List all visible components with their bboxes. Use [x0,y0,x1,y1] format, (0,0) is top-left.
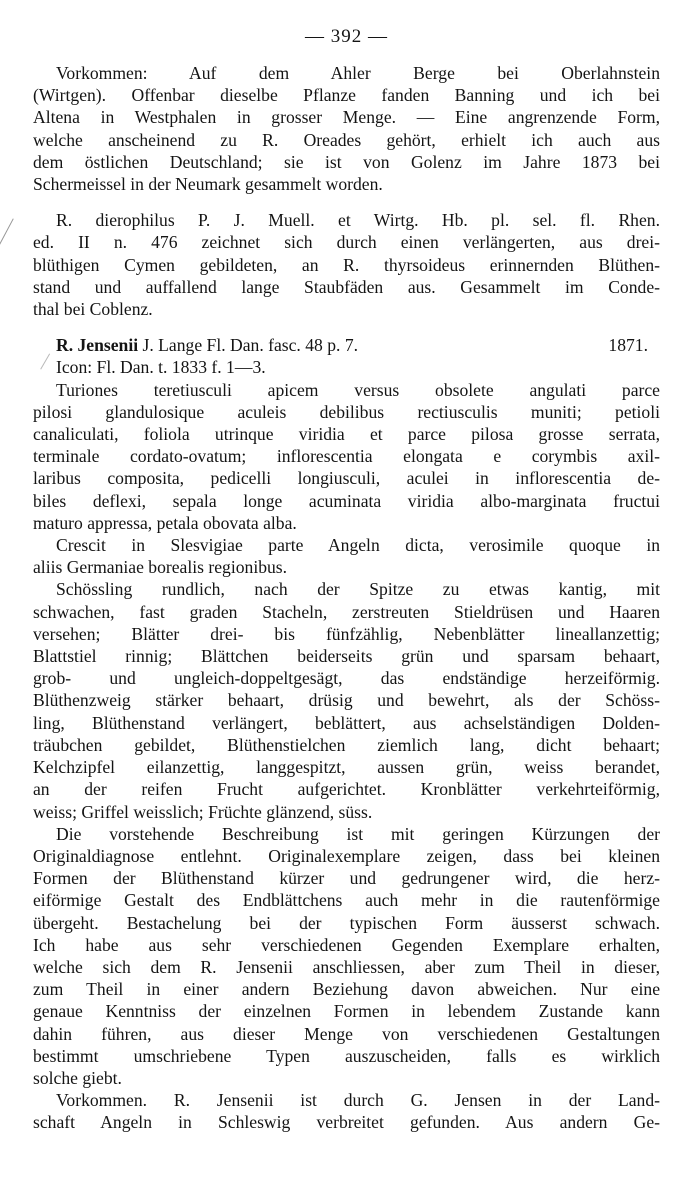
species-heading-left [56,334,358,356]
text-line: Vorkommen: Auf dem Ahler Berge bei Oberlahnstein [56,63,660,83]
text-line: Schössling rundlich, nach der Spitze zu etwas kantig, mit [56,579,660,600]
text-line: dem östlichen Deutschland; sie ist von Golenz im Jahre 1873 bei [33,151,660,172]
text-line: genaue Kenntniss der einzelnen Formen in lebendem Zustande kann [33,1001,660,1022]
icon-reference: Icon: Fl. Dan. t. 1833 f. 1—3. [56,357,266,378]
text-line: Kelchzipfel eilanzettig, langgespitzt, aussen grün, weiss berandet, [33,757,660,778]
text-line: stand und auffallend lange Staubfäden aus. Gesammelt im Conde- [33,276,660,297]
text-line: biles deflexi, sepala longe acuminata viridia albo-marginata fructui [33,490,660,511]
text-line: Formen der Blüthenstand kürzer und gedrungener wird, die herz- [33,868,660,889]
text-line: zum Theil in einer andern Beziehung davon abweichen. Nur eine [33,979,660,1000]
text-line: pilosi glandulosique aculeis debilibus rectiusculis muniti; petioli [33,401,660,422]
text-line: Blattstiel rinnig; Blättchen beiderseits grün und sparsam behaart, [33,646,660,667]
german-description [33,578,660,822]
vorkommen-jensenii [33,1089,660,1133]
text-line: aliis Germaniae borealis regionibus. [33,557,288,578]
latin-diagnosis [33,379,660,534]
text-line: solche giebt. [33,1067,122,1088]
text-line: versehen; Blätter drei- bis fünfzählig, Nebenblätter lineallanzettig; [33,623,660,644]
text-line: Originaldiagnose entlehnt. Originalexemplare zeigen, dass bei kleinen [33,845,660,866]
text-line: Schermeissel in der Neumark gesammelt worden. [33,174,383,195]
text-line: ling, Blüthenstand verlängert, beblättert, aus achselständigen Dolden- [33,712,660,733]
text-line: Blüthenzweig stärker behaart, drüsig und bewehrt, als der Schöss- [33,690,660,711]
text-line: thal bei Coblenz. [33,299,153,320]
species-name: R. Jensenii [56,335,139,356]
text-line: maturo appressa, petala obovata alba. [33,512,297,533]
text-line: ed. II n. 476 zeichnet sich durch einen verlängerten, aus drei- [33,232,660,253]
section-jensenii [33,334,660,1133]
text-line: terminale cordato-ovatum; inflorescentia elongata e corymbis axil- [33,446,660,467]
text-line: weiss; Griffel weisslich; Früchte glänzend, süss. [33,801,373,822]
text-line: übergeht. Bestachelung bei der typischen Form äusserst schwach. [33,912,660,933]
text-line: canaliculati, foliola utrinque viridia et parce pilosa grosse serrata, [33,424,660,445]
paragraph-dierophilus [33,209,660,320]
text-line: träubchen gebildet, Blüthenstielchen ziemlich lang, dicht behaart; [33,734,660,755]
text-line: welche anscheinend zu R. Oreades gehört, erhielt ich auch aus [33,129,660,150]
text-line: grob- und ungleich-doppeltgesägt, das endständige herzeiförmig. [33,668,660,689]
text-line: Turiones teretiusculi apicem versus obsolete angulati parce [56,379,660,400]
margin-pencil-mark [0,218,28,263]
remarks [33,823,660,1089]
text-line: Altena in Westphalen in grosser Menge. — Eine angrenzende Form, [33,107,660,128]
text-line: welche sich dem R. Jensenii anschliessen, aber zum Theil in dieser, [33,956,660,977]
text-line: Die vorstehende Beschreibung ist mit geringen Kürzungen der [56,823,660,844]
species-heading [33,334,660,356]
page-number: — 392 — [305,26,388,47]
text-line: blüthigen Cymen gebildeten, an R. thyrsoideus erinnernden Blüthen- [33,254,660,275]
text-line: schaft Angeln in Schleswig verbreitet gefunden. Aus andern Ge- [33,1112,660,1133]
text-line: dahin führen, aus dieser Menge von verschiedenen Gestaltungen [33,1023,660,1044]
text-line: bestimmt umschriebene Typen auszuscheiden, falls es wirklich [33,1045,660,1066]
text-line: (Wirtgen). Offenbar dieselbe Pflanze fanden Banning und ich bei [33,85,660,106]
text-line: Vorkommen. R. Jensenii ist durch G. Jensen in der Land- [56,1090,660,1111]
text-line: schwachen, fast graden Stacheln, zerstreuten Stieldrüsen und Haaren [33,601,660,622]
paragraph-vorkommen-oreades [33,62,660,195]
text-line: eiförmige Gestalt des Endblättchens auch mehr in die rautenförmige [33,890,660,911]
species-year: 1871. [608,335,648,356]
text-line: an der reifen Frucht aufgerichtet. Kronblätter verkehrteiförmig, [33,779,660,800]
latin-distribution [33,534,660,578]
text-line: Ich habe aus sehr verschiedenen Gegenden Exemplare erhalten, [33,934,660,955]
species-citation: J. Lange Fl. Dan. fasc. 48 p. 7. [142,335,359,356]
text-line: R. dierophilus P. J. Muell. et Wirtg. Hb. pl. sel. fl. Rhen. [56,210,660,231]
text-line: Crescit in Slesvigiae parte Angeln dicta, verosimile quoque in [56,535,660,556]
text-line: laribus composita, pedicelli longiusculi, aculei in inflorescentia de- [33,468,660,489]
